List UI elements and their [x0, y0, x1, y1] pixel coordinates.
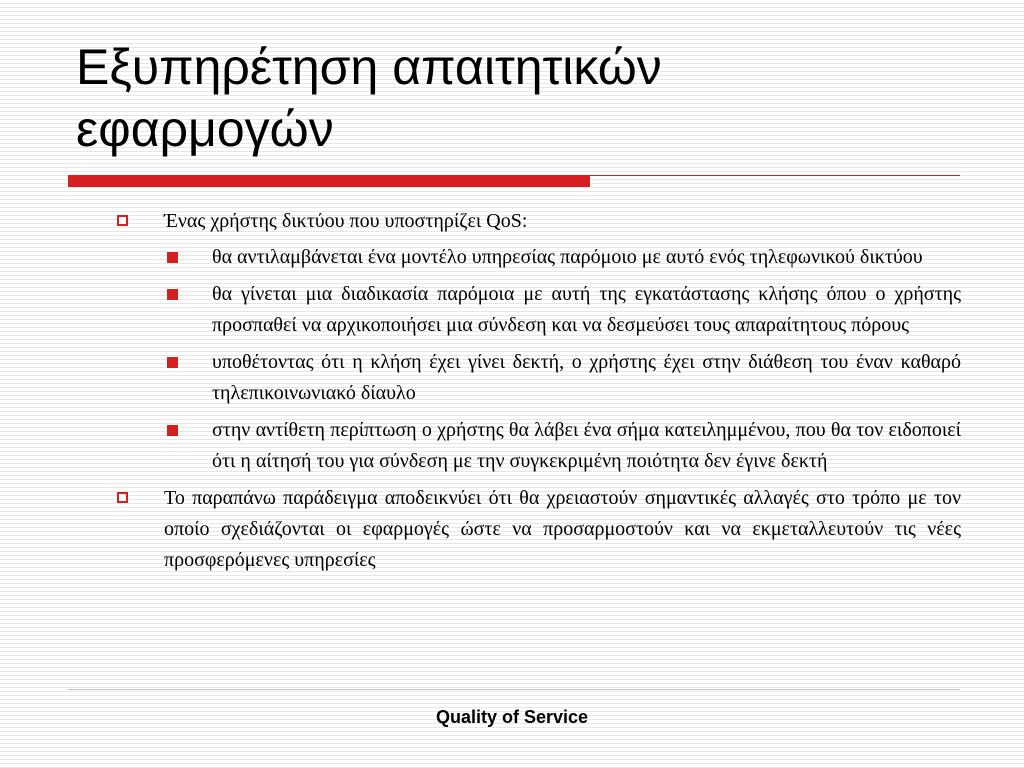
slide-title [76, 36, 976, 160]
slide-footer: Quality of Service [435, 707, 589, 727]
bullet-item-level-1 [116, 483, 961, 576]
filled-square-bullet-icon [167, 252, 178, 263]
bullet-text: Ένας χρήστης δικτύου που υποστηρίζει QoS: [164, 210, 528, 232]
bullet-text: θα αντιλαμβάνεται ένα μοντέλο υπηρεσίας παρόμοιο με αυτό ενός τηλεφωνικού δικτύου [212, 246, 923, 268]
bullet-text: στην αντίθετη περίπτωση ο χρήστης θα λάβει ένα σήμα κατειλημμένου, που θα τον ειδοποιεί ότι η αίτησή του για σύνδεση με την συγκεκριμένη ποιότητα δεν έγινε δεκτή [212, 419, 961, 472]
slide-title-line-2: εφαρμογών [76, 101, 334, 157]
bullet-item-level-2 [116, 242, 961, 273]
bullet-text: υποθέτοντας ότι η κλήση έχει γίνει δεκτή, ο χρήστης έχει στην διάθεση του έναν καθαρό τηλεπικοινωνιακό δίαυλο [212, 351, 961, 404]
filled-square-bullet-icon [167, 425, 178, 436]
filled-square-bullet-icon [167, 357, 178, 368]
slide-body [116, 206, 961, 581]
bullet-item-level-2 [116, 279, 961, 341]
slide-title-line-1: Εξυπηρέτηση απαιτητικών [76, 39, 662, 95]
bullet-item-level-1 [116, 206, 961, 237]
footer-divider [68, 689, 960, 690]
hollow-square-bullet-icon [117, 215, 128, 226]
bullet-text: Το παραπάνω παράδειγμα αποδεικνύει ότι θα χρειαστούν σημαντικές αλλαγές στο τρόπο με τον οποίο σχεδιάζονται οι εφαρμογές ώστε να προσαρμοστούν και να εκμεταλλευτούν τις νέες προσφερόμενες υπηρεσίες [164, 487, 961, 571]
title-underline-thin [590, 175, 960, 176]
filled-square-bullet-icon [167, 289, 178, 300]
bullet-item-level-2 [116, 415, 961, 477]
bullet-item-level-2 [116, 347, 961, 409]
title-underline-accent [68, 175, 590, 187]
hollow-square-bullet-icon [117, 492, 128, 503]
bullet-text: θα γίνεται μια διαδικασία παρόμοια με αυτή της εγκατάστασης κλήσης όπου ο χρήστης προσπαθεί να αρχικοποιήσει μια σύνδεση και να δεσμεύσει τους απαραίτητους πόρους [212, 283, 961, 336]
